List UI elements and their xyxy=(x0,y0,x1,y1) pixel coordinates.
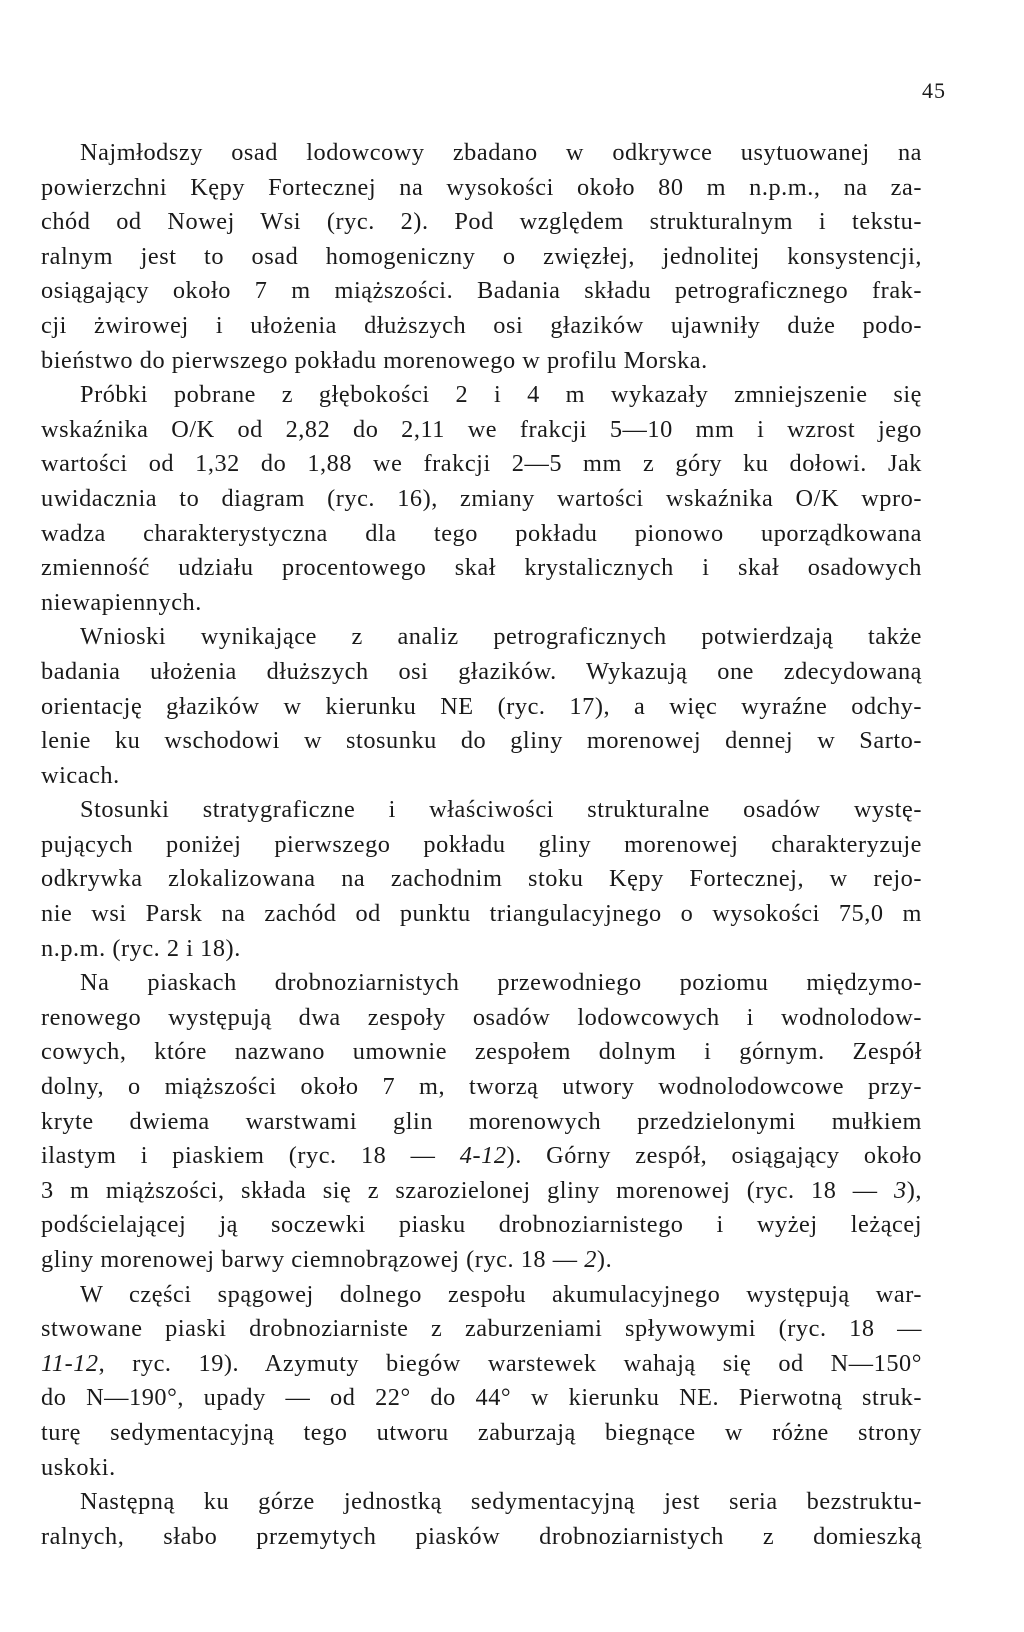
italic-reference: 11-12 xyxy=(41,1349,99,1377)
text-run: dolny, o miąższości około 7 m, tworzą utwory wodnolodowcowe przy- xyxy=(41,1073,922,1101)
text-run: nie wsi Parsk na zachód od punktu triangulacyjnego o wysokości 75,0 m xyxy=(41,900,922,928)
text-run: kryte dwiema warstwami glin morenowych przedzielonymi mułkiem xyxy=(41,1107,922,1135)
text-run: Następną ku górze jednostką sedymentacyjną jest seria bezstruktu- xyxy=(80,1488,922,1516)
text-line xyxy=(41,724,922,759)
text-run: wskaźnika O/K od 2,82 do 2,11 we frakcji 5—10 mm i wzrost jego xyxy=(41,415,922,443)
text-run: osiągający około 7 m miąższości. Badania składu petrograficznego frak- xyxy=(41,277,922,305)
text-line xyxy=(41,482,922,517)
text-run: , ryc. 19). Azymuty biegów warstewek wahają się od N—150° xyxy=(98,1349,922,1377)
text-line xyxy=(41,828,922,863)
text-line xyxy=(41,1243,922,1278)
italic-reference: 4-12 xyxy=(459,1142,507,1170)
text-run: lenie ku wschodowi w stosunku do gliny morenowej dennej w Sarto- xyxy=(41,727,922,755)
text-run: ). xyxy=(596,1246,613,1273)
text-run: uskoki. xyxy=(41,1453,116,1481)
text-run: ). Górny zespół, osiągający około xyxy=(506,1142,922,1170)
text-run: podścielającej ją soczewki piasku drobnoziarnistego i wyżej leżącej xyxy=(41,1211,922,1239)
text-line xyxy=(41,413,922,448)
text-line xyxy=(41,171,922,206)
text-run: stwowane piaski drobnoziarniste z zaburzeniami spływowymi (ryc. 18 — xyxy=(41,1315,922,1343)
text-run: cowych, które nazwano umownie zespołem dolnym i górnym. Zespół xyxy=(41,1038,922,1066)
text-line xyxy=(41,586,922,621)
text-run: niewapiennych. xyxy=(41,588,202,616)
body-text xyxy=(41,136,922,1554)
text-line xyxy=(41,966,922,1001)
text-line xyxy=(41,1105,922,1140)
text-line xyxy=(41,1451,922,1486)
text-line xyxy=(41,378,922,413)
text-run: W części spągowej dolnego zespołu akumulacyjnego występują war- xyxy=(80,1280,922,1308)
text-run: pujących poniżej pierwszego pokładu gliny morenowej charakteryzuje xyxy=(41,830,922,858)
text-run: Stosunki stratygraficzne i właściwości strukturalne osadów wystę- xyxy=(80,796,922,824)
text-line xyxy=(41,344,922,379)
text-run: Na piaskach drobnoziarnistych przewodniego poziomu międzymo- xyxy=(80,969,922,997)
text-run: do N—190°, upady — od 22° do 44° w kierunku NE. Pierwotną struk- xyxy=(41,1384,922,1412)
text-line xyxy=(41,205,922,240)
text-line xyxy=(41,1278,922,1313)
text-line xyxy=(41,1001,922,1036)
text-run: cji żwirowej i ułożenia dłuższych osi głazików ujawniły duże podo- xyxy=(41,311,922,339)
text-line xyxy=(41,759,922,794)
text-run: zmienność udziału procentowego skał krystalicznych i skał osadowych xyxy=(41,554,922,582)
text-line xyxy=(41,897,922,932)
text-line xyxy=(41,620,922,655)
text-run: wadza charakterystyczna dla tego pokładu pionowo uporządkowana xyxy=(41,519,922,547)
text-run: ilastym i piaskiem (ryc. 18 — xyxy=(41,1142,460,1170)
text-line xyxy=(41,551,922,586)
text-line xyxy=(41,1312,922,1347)
text-line xyxy=(41,274,922,309)
text-line xyxy=(41,1416,922,1451)
page-number: 45 xyxy=(922,78,946,103)
italic-reference: 2 xyxy=(584,1246,597,1273)
text-run: ), xyxy=(906,1176,922,1204)
text-line xyxy=(41,1485,922,1520)
text-run: gliny morenowej barwy ciemnobrązowej (ryc. 18 — xyxy=(41,1246,585,1273)
text-run: Próbki pobrane z głębokości 2 i 4 m wykazały zmniejszenie się xyxy=(80,381,922,409)
text-run: chód od Nowej Wsi (ryc. 2). Pod względem strukturalnym i tekstu- xyxy=(41,208,922,236)
text-run: bieństwo do pierwszego pokładu morenowego w profilu Morska. xyxy=(41,346,708,374)
text-line xyxy=(41,447,922,482)
text-run: n.p.m. (ryc. 2 i 18). xyxy=(41,934,241,962)
text-line xyxy=(41,309,922,344)
text-run: badania ułożenia dłuższych osi głazików. Wykazują one zdecydowaną xyxy=(41,657,922,685)
text-line xyxy=(41,655,922,690)
text-line xyxy=(41,1174,922,1209)
text-line xyxy=(41,1381,922,1416)
text-run: uwidacznia to diagram (ryc. 16), zmiany wartości wskaźnika O/K wpro- xyxy=(41,484,922,512)
text-line xyxy=(41,240,922,275)
text-run: ralnym jest to osad homogeniczny o zwięzłej, jednolitej konsystencji, xyxy=(41,242,922,270)
text-run: wicach. xyxy=(41,761,120,789)
italic-reference: 3 xyxy=(894,1176,907,1204)
text-line xyxy=(41,1070,922,1105)
text-line xyxy=(41,517,922,552)
text-run: renowego występują dwa zespoły osadów lodowcowych i wodnolodow- xyxy=(41,1003,922,1031)
text-line xyxy=(41,136,922,171)
text-run: Wnioski wynikające z analiz petrograficznych potwierdzają także xyxy=(80,623,922,651)
text-line xyxy=(41,1208,922,1243)
text-line xyxy=(41,1139,922,1174)
text-line xyxy=(41,1520,922,1555)
text-run: ralnych, słabo przemytych piasków drobnoziarnistych z domieszką xyxy=(41,1522,922,1550)
text-line xyxy=(41,862,922,897)
text-run: odkrywka zlokalizowana na zachodnim stoku Kępy Fortecznej, w rejo- xyxy=(41,865,922,893)
text-line xyxy=(41,932,922,967)
text-run: powierzchni Kępy Fortecznej na wysokości około 80 m n.p.m., na za- xyxy=(41,173,922,201)
text-run: turę sedymentacyjną tego utworu zaburzają biegnące w różne strony xyxy=(41,1418,922,1446)
text-line xyxy=(41,1035,922,1070)
text-line xyxy=(41,1347,922,1382)
text-run: 3 m miąższości, składa się z szarozielonej gliny morenowej (ryc. 18 — xyxy=(41,1176,895,1204)
text-run: orientację głazików w kierunku NE (ryc. 17), a więc wyraźne odchy- xyxy=(41,692,922,720)
text-line xyxy=(41,690,922,725)
text-run: Najmłodszy osad lodowcowy zbadano w odkrywce usytuowanej na xyxy=(80,139,922,166)
text-line xyxy=(41,793,922,828)
text-run: wartości od 1,32 do 1,88 we frakcji 2—5 mm z góry ku dołowi. Jak xyxy=(41,450,922,478)
